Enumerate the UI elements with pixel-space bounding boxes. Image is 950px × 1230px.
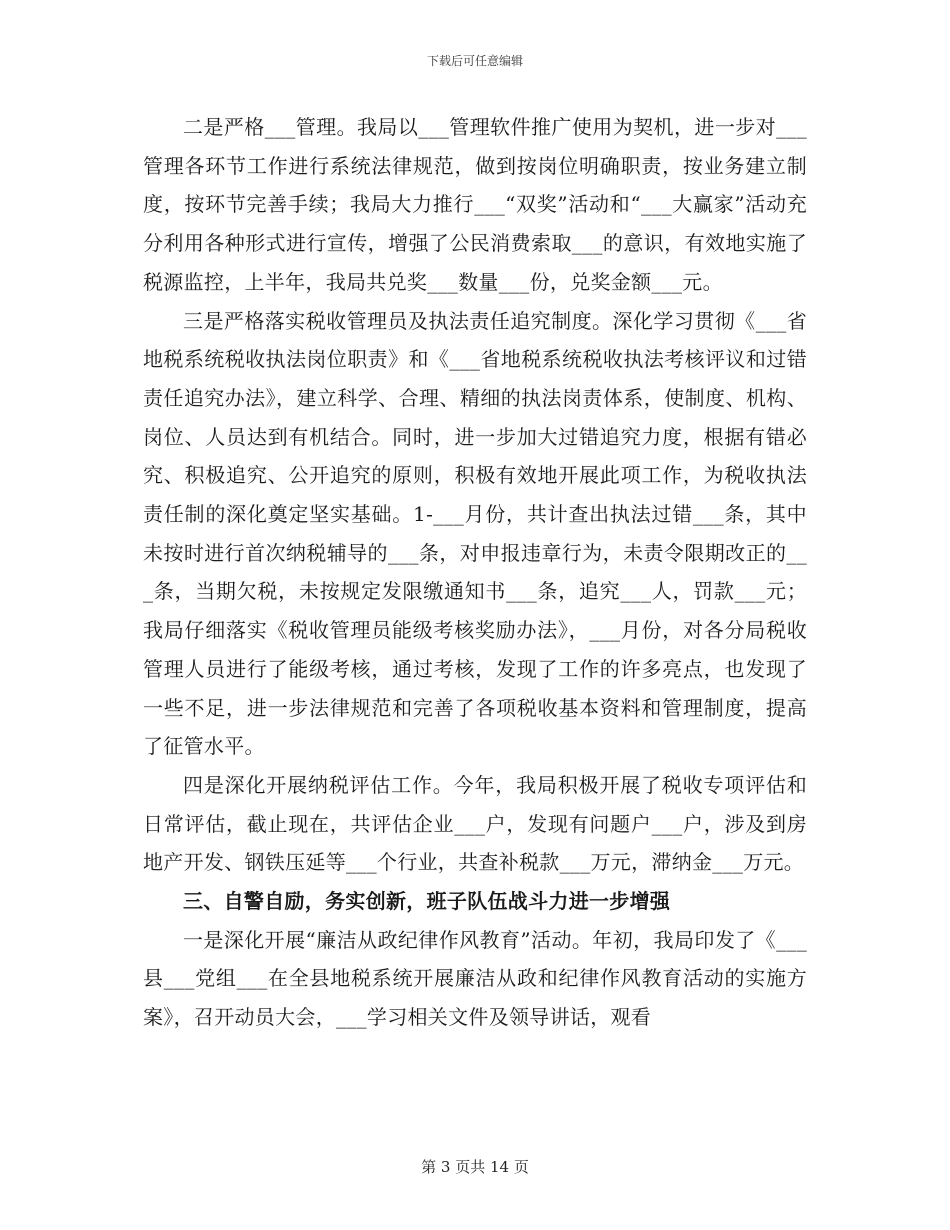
page-number: 第 3 页共 14 页 <box>421 1158 529 1176</box>
paragraph-accountability-system: 三是严格落实税收管理员及执法责任追究制度。深化学习贯彻《___省地税系统税收执法岗位职责》和《___省地税系统税收执法考核评议和过错责任追究办法》，建立科学、合理、精细的执法岗责体系，使制度、机构、岗位、人员达到有机结合。同时，进一步加大过错追究力度，根据有错必究、积极追究、公开追究的原则，积极有效地开展此项工作，为税收执法责任制的深化奠定坚实基础。1-___月份，共计查出执法过错___条，其中未按时进行首次纳税辅导的___条，对申报违章行为，未责令限期改正的___条，当期欠税，未按规定发限缴通知书___条，追究___人，罚款___元；我局仔细落实《税收管理员能级考核奖励办法》，___月份，对各分局税收管理人员进行了能级考核，通过考核，发现了工作的许多亮点，也发现了一些不足，进一步法律规范和完善了各项税收基本资料和管理制度，提高了征管水平。 <box>143 308 807 759</box>
paragraph-tax-assessment: 四是深化开展纳税评估工作。今年，我局积极开展了税收专项评估和日常评估，截止现在，共评估企业___户，发现有问题户___户，涉及到房地产开发、钢铁压延等___个行业，共查补税款___万元，滞纳金___万元。 <box>143 772 807 875</box>
paragraph-integrity-education: 一是深化开展“廉洁从政纪律作风教育”活动。年初，我局印发了《___县___党组___在全县地税系统开展廉洁从政和纪律作风教育活动的实施方案》，召开动员大会，___学习相关文件及领导讲话，观看 <box>143 927 807 1030</box>
paragraph-strict-management: 二是严格___管理。我局以___管理软件推广使用为契机，进一步对___管理各环节工作进行系统法律规范，做到按岗位明确职责，按业务建立制度，按环节完善手续；我局大力推行___“双奖”活动和“___大赢家”活动充分利用各种形式进行宣传，增强了公民消费索取___的意识，有效地实施了税源监控，上半年，我局共兑奖___数量___份，兑奖金额___元。 <box>143 115 807 294</box>
page-header-note: 下载后可任意编辑 <box>426 54 523 68</box>
document-body <box>143 108 807 1037</box>
section-heading-three: 三、自警自励，务实创新，班子队伍战斗力进一步增强 <box>183 889 671 914</box>
